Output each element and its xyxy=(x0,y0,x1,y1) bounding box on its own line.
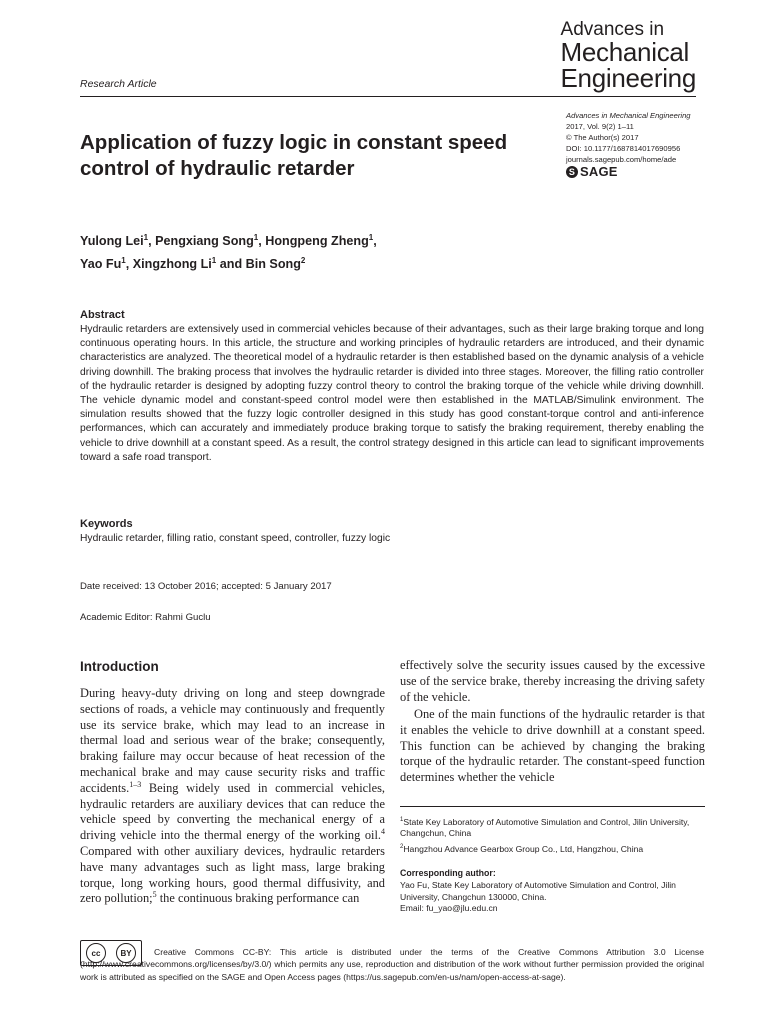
creative-commons-icon: cc xyxy=(86,943,106,963)
abstract-heading: Abstract xyxy=(80,309,125,321)
introduction-col2-paragraph2: One of the main functions of the hydraulic retarder is that it enables the vehicle to drive downhill at a constant speed. This function can be achieved by changing the braking torque of the hydraulic retarder. The constant-speed function determines whether the vehicle xyxy=(400,707,705,785)
attribution-icon: BY xyxy=(116,943,136,963)
introduction-heading: Introduction xyxy=(80,659,159,674)
author-3: Hongpeng Zheng$^1$, xyxy=(265,233,377,249)
introduction-col2-paragraph1: effectively solve the security issues caused by the excessive use of the service brake, thereby increasing the driving safety of the vehicle. xyxy=(400,658,705,704)
license-text: Creative Commons CC-BY: This article is distributed under the terms of the Creative Commons Attribution 3.0 License (http://www.creativecommons.org/licenses/by/3.0/) which permits any use, reproduction and distribution of the work without further permission provided the original work is attributed as specified on the SAGE and Open Access pages (https://us.sagepub.com/en-us/nam/open-access-at-sage). xyxy=(80,947,704,982)
submission-dates: Date received: 13 October 2016; accepted: 5 January 2017 xyxy=(80,581,332,592)
corresponding-author-address: Yao Fu, State Key Laboratory of Automotive Simulation and Control, Jilin University, Changchun 130000, China. xyxy=(400,880,676,902)
meta-copyright: © The Author(s) 2017 xyxy=(566,133,639,142)
meta-url[interactable]: journals.sagepub.com/home/ade xyxy=(566,155,677,164)
author-4: Yao Fu$^1$, xyxy=(80,256,133,272)
author-1: Yulong Lei$^1$, xyxy=(80,233,156,249)
journal-name-line2: Mechanical xyxy=(560,37,690,67)
article-title: Application of fuzzy logic in constant speed control of hydraulic retarder xyxy=(80,131,508,180)
author-5: Xingzhong Li$^1$ and xyxy=(132,256,246,272)
keywords-list: Hydraulic retarder, filling ratio, constant speed, controller, fuzzy logic xyxy=(80,533,391,544)
citation-ref[interactable]: 5 xyxy=(152,890,157,900)
keywords-heading: Keywords xyxy=(80,518,133,530)
author-6: Bin Song$^2$ xyxy=(245,256,306,272)
citation-ref[interactable]: 4 xyxy=(381,827,385,837)
article-type: Research Article xyxy=(80,78,157,90)
academic-editor: Academic Editor: Rahmi Guclu xyxy=(80,612,211,623)
corresponding-author-email[interactable]: Email: fu_yao@jlu.edu.cn xyxy=(400,903,498,913)
author-list xyxy=(80,228,500,274)
citation-ref[interactable]: 1–3 xyxy=(129,779,142,789)
journal-meta xyxy=(566,110,716,165)
journal-name xyxy=(561,20,696,91)
author-2: Pengxiang Song$^1$, xyxy=(155,233,266,249)
affiliation-2: $^2$Hangzhou Advance Gearbox Group Co., Ltd, Hangzhou, China xyxy=(400,843,644,854)
journal-name-line1: Advances in xyxy=(560,19,665,40)
corresponding-author-heading: Corresponding author: xyxy=(400,868,496,878)
publisher-logo xyxy=(566,164,618,179)
sage-s-icon: S xyxy=(566,166,578,178)
meta-doi[interactable]: DOI: 10.1177/1687814017690956 xyxy=(566,144,681,153)
header-divider xyxy=(80,96,696,97)
journal-name-line3: Engineering xyxy=(560,63,696,93)
meta-journal: Advances in Mechanical Engineering xyxy=(566,111,691,120)
abstract-body: Hydraulic retarders are extensively used in commercial vehicles because of their advantages, such as their large braking torque and long continuous operating hours. In this article, the structure and working principles of hydraulic retarders are introduced, and their dynamic characteristics are analyzed. The theoretical model of a hydraulic retarder is then established based on the dynamic analysis of a vehicle driving downhill. The braking process that involves the hydraulic retarder is divided into three stages. Moreover, the filling ratio controller of the hydraulic retarder is designed by adopting fuzzy control theory to control the braking torque of the vehicle while driving downhill. The vehicle dynamic model and constant-speed control model were then established in the MATLAB/Simulink environment. The simulation results showed that the fuzzy logic controller designed in this study has good constant-torque control and anti-inference performances, which can accurately and immediately produce braking torque to satisfy the braking requirement, thereby enabling the vehicle to drive downhill at a constant speed. As a result, the control strategy designed in this article can lead to significant improvements toward a safe road transport. xyxy=(80,324,704,463)
corresponding-author xyxy=(400,880,705,915)
meta-volume: 2017, Vol. 9(2) 1–11 xyxy=(566,122,634,131)
introduction-col1: During heavy-duty driving on long and steep downgrade sections of roads, a vehicle may continuously and frequently use its service brake, which may lead to an increase in thermal load and serious wear of the brake; consequently, braking failure may occur because of heat recession of the mechanical brake and may cause security risks and traffic accidents.$^{1-3}$ Being widely used in commercial vehicles, hydraulic retarders are auxiliary devices that can reduce the vehicle speed by converting the mechanical energy of a driving vehicle into the thermal energy of the working oil.$^4$ Compared with other auxiliary devices, hydraulic retarders have many advantages such as light mass, large braking torque, long working hours, good thermal diffusivity, and zero pollution;$^5$ the continuous braking performance can xyxy=(80,686,385,906)
footnote-divider xyxy=(400,806,705,807)
publisher-name: SAGE xyxy=(580,164,618,179)
affiliation-1: $^1$State Key Laboratory of Automotive Simulation and Control, Jilin University, Changchun, China xyxy=(400,816,690,839)
